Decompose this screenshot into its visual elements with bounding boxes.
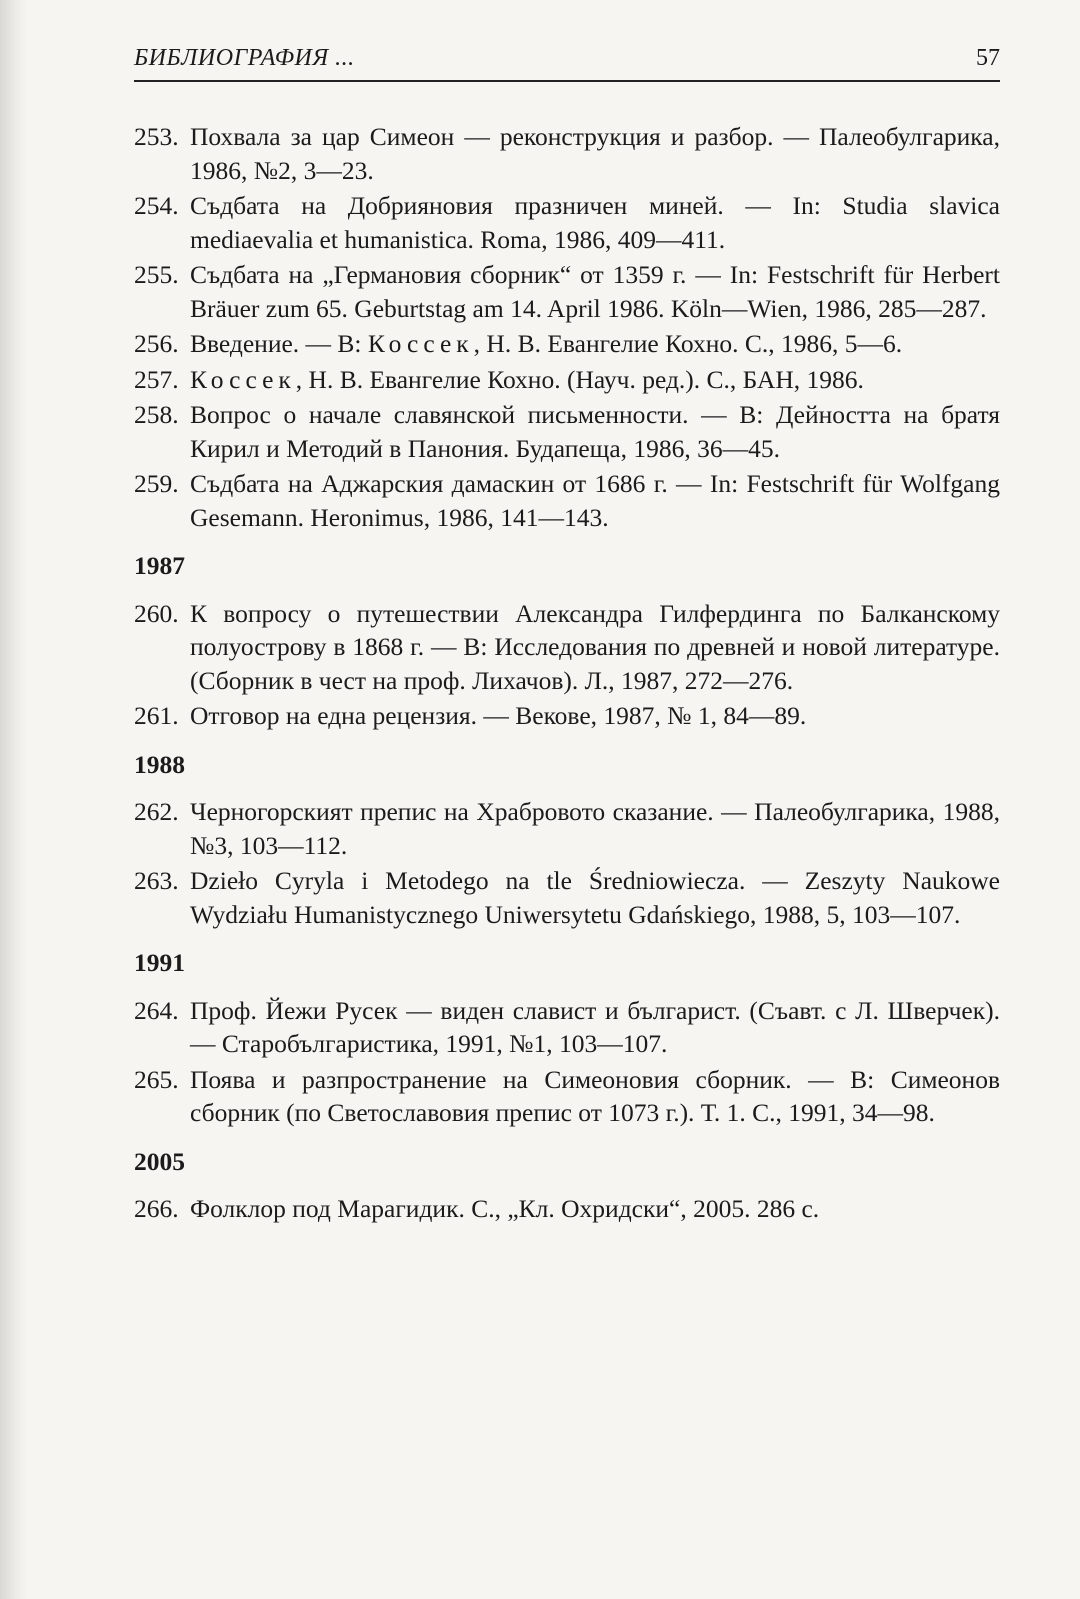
year-heading-2005: 2005 — [134, 1146, 185, 1176]
header-rule — [134, 80, 1000, 82]
bibliography-entry: 263. Dzieło Cyryla i Metodego na tle Średniowiecza. — Zeszyty Naukowe Wydziału Humanistycznego Uniwersytetu Gdańskiego, 1988, 5, 103—107. — [134, 866, 1000, 929]
year-heading-1987: 1987 — [134, 551, 185, 580]
page-number: 57 — [976, 45, 1000, 71]
bibliography-entry: 256. Введение. — В: Коссек, Н. В. Евангелие Кохно. С., 1986, 5—6. — [134, 329, 903, 358]
year-heading-1988: 1988 — [134, 749, 185, 779]
author-name: Коссек — [367, 329, 474, 358]
page-edge-shadow — [0, 0, 28, 1599]
bibliography-entry: 266. Фолклор под Марагидик. С., „Кл. Охридски“, 2005. 286 с. — [134, 1194, 820, 1223]
running-header — [134, 40, 1000, 76]
bibliography-entry: 262. Черногорският препис на Храбровото сказание. — Палеобулгарика, 1988, №3, 103—112. — [134, 797, 1000, 860]
year-heading-1991: 1991 — [134, 948, 185, 977]
bibliography-entry: 255. Съдбата на „Германовия сборник“ от 1359 г. — In: Festschrift für Herbert Bräuer zum 65. Geburtstag am 14. April 1986. Köln—Wien, 1986, 285—287. — [134, 260, 1000, 323]
bibliography-entry: 253. Похвала за цар Симеон — реконструкция и разбор. — Палеобулгарика, 1986, №2, 3—23. — [134, 122, 1000, 185]
running-title: БИБЛИОГРАФИЯ ... — [134, 45, 355, 71]
author-name: Коссек — [190, 364, 296, 394]
bibliography-entry: 261. Отговор на една рецензия. — Векове, 1987, № 1, 84—89. — [134, 701, 807, 730]
bibliography-entry: 259. Съдбата на Аджарския дамаскин от 1686 г. — In: Festschrift für Wolfgang Gesemann. Heronimus, 1986, 141—143. — [134, 469, 1000, 532]
page-content — [134, 40, 1000, 1228]
bibliography-entry: 260. К вопросу о путешествии Александра Гилфердинга по Балканскому полуострову в 1868 г. — В: Исследования по древней и новой литературе. (Сборник в чест на проф. Лихачов). Л., 1987, 272—276. — [134, 598, 1000, 695]
bibliography-entry: 265. Поява и разпространение на Симеоновия сборник. — В: Симеонов сборник (по Светославовия препис от 1073 г.). Т. 1. С., 1991, 34—98. — [134, 1064, 1000, 1127]
bibliography-entry: 254. Съдбата на Добрияновия празничен миней. — In: Studia slavica mediaevalia et humanistica. Roma, 1986, 409—411. — [134, 191, 1000, 254]
bibliography-entry: 257. Коссек, Н. В. Евангелие Кохно. (Науч. ред.). С., БАН, 1986. — [134, 364, 864, 394]
bibliography-entry: 264. Проф. Йежи Русек — виден славист и българист. (Съавт. с Л. Шверчек). — Старобългаристика, 1991, №1, 103—107. — [134, 995, 1000, 1058]
bibliography-entry: 258. Вопрос о начале славянской письменности. — В: Дейността на братя Кирил и Методий в Панония. Будапеща, 1986, 36—45. — [134, 400, 1000, 463]
